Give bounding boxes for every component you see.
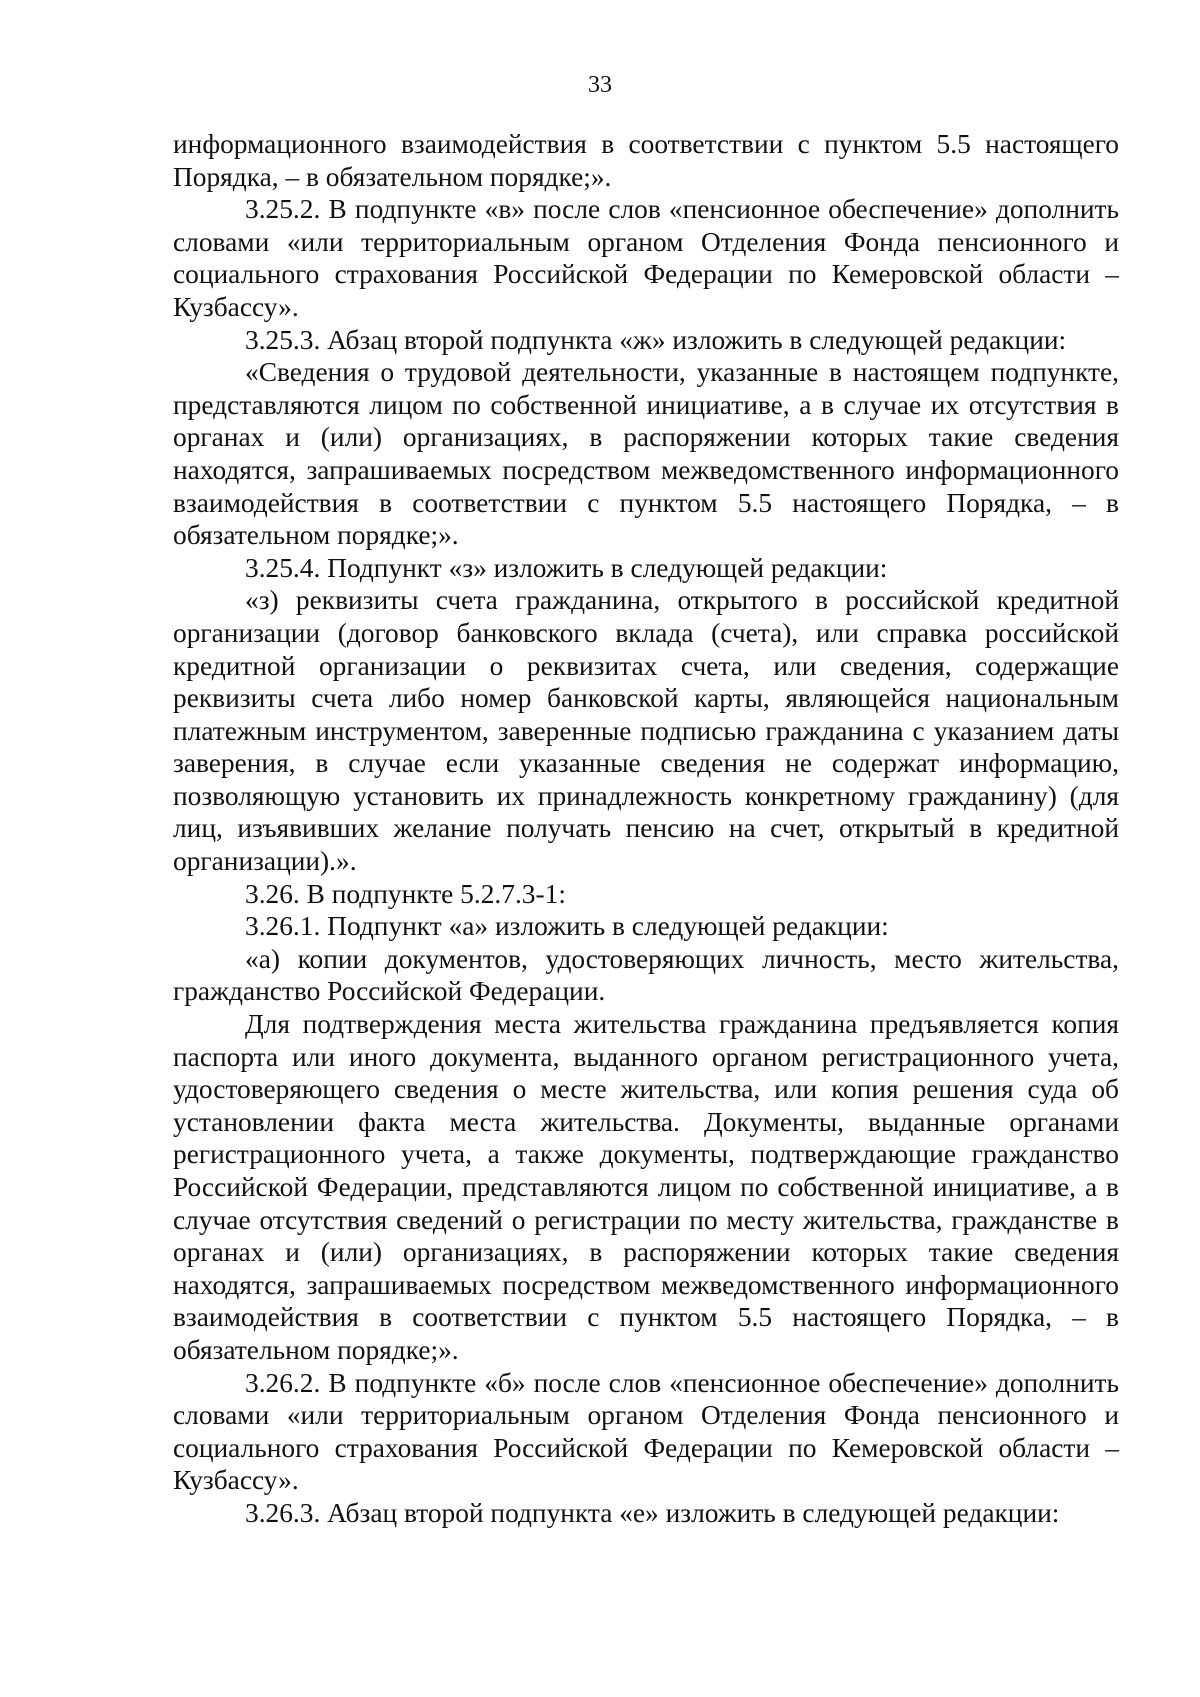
paragraph: 3.25.3. Абзац второй подпункта «ж» изложить в следующей редакции: [245,324,1067,355]
paragraph: 3.26. В подпункте 5.2.7.3-1: [245,878,566,909]
paragraph: 3.25.2. В подпункте «в» после слов «пенсионное обеспечение» дополнить словами «или территориальным органом Отделения Фонда пенсионного и социального страхования Российской Федерации по Кемеровской области – Кузбассу». [173,194,1119,322]
page-number: 33 [588,72,612,98]
paragraph: 3.26.3. Абзац второй подпункта «е» изложить в следующей редакции: [245,1497,1060,1528]
paragraph: «з) реквизиты счета гражданина, открытого в российской кредитной организации (договор банковского вклада (счета), или справка российской кредитной организации о реквизитах счета, или сведения, содержащие реквизиты счета либо номер банковской карты, являющейся национальным платежным инструментом, заверенные подписью гражданина с указанием даты заверения, в случае если указанные сведения не содержат информацию, позволяющую установить их принадлежность конкретному гражданину) (для лиц, изъявивших желание получать пенсию на счет, открытый в кредитной организации).». [173,585,1119,877]
paragraph: 3.26.2. В подпункте «б» после слов «пенсионное обеспечение» дополнить словами «или территориальным органом Отделения Фонда пенсионного и социального страхования Российской Федерации по Кемеровской области – Кузбассу». [173,1367,1119,1496]
document-body [173,128,1119,1530]
paragraph: 3.26.1. Подпункт «а» изложить в следующей редакции: [245,911,889,942]
paragraph: «а) копии документов, удостоверяющих личность, место жительства, гражданство Российской Федерации. [173,943,1119,1007]
paragraph: Для подтверждения места жительства гражданина предъявляется копия паспорта или иного документа, выданного органом регистрационного учета, удостоверяющего сведения о месте жительства, или копия решения суда об установлении факта места жительства. Документы, выданные органами регистрационного учета, а также документы, подтверждающие гражданство Российской Федерации, представляются лицом по собственной инициативе, а в случае отсутствия сведений о регистрации по месту жительства, гражданстве в органах и (или) организациях, в распоряжении которых такие сведения находятся, запрашиваемых посредством межведомственного информационного взаимодействия в соответствии с пунктом 5.5 настоящего Порядка, – в обязательном порядке;». [173,1009,1119,1365]
paragraph: информационного взаимодействия в соответствии с пунктом 5.5 настоящего Порядка, – в обязательном порядке;». [173,129,1119,192]
paragraph: 3.25.4. Подпункт «з» изложить в следующей редакции: [245,552,888,583]
paragraph: «Сведения о трудовой деятельности, указанные в настоящем подпункте, представляются лицом по собственной инициативе, а в случае их отсутствия в органах и (или) организациях, в распоряжении которых такие сведения находятся, запрашиваемых посредством межведомственного информационного взаимодействия в соответствии с пунктом 5.5 настоящего Порядка, – в обязательном порядке;». [173,357,1119,551]
